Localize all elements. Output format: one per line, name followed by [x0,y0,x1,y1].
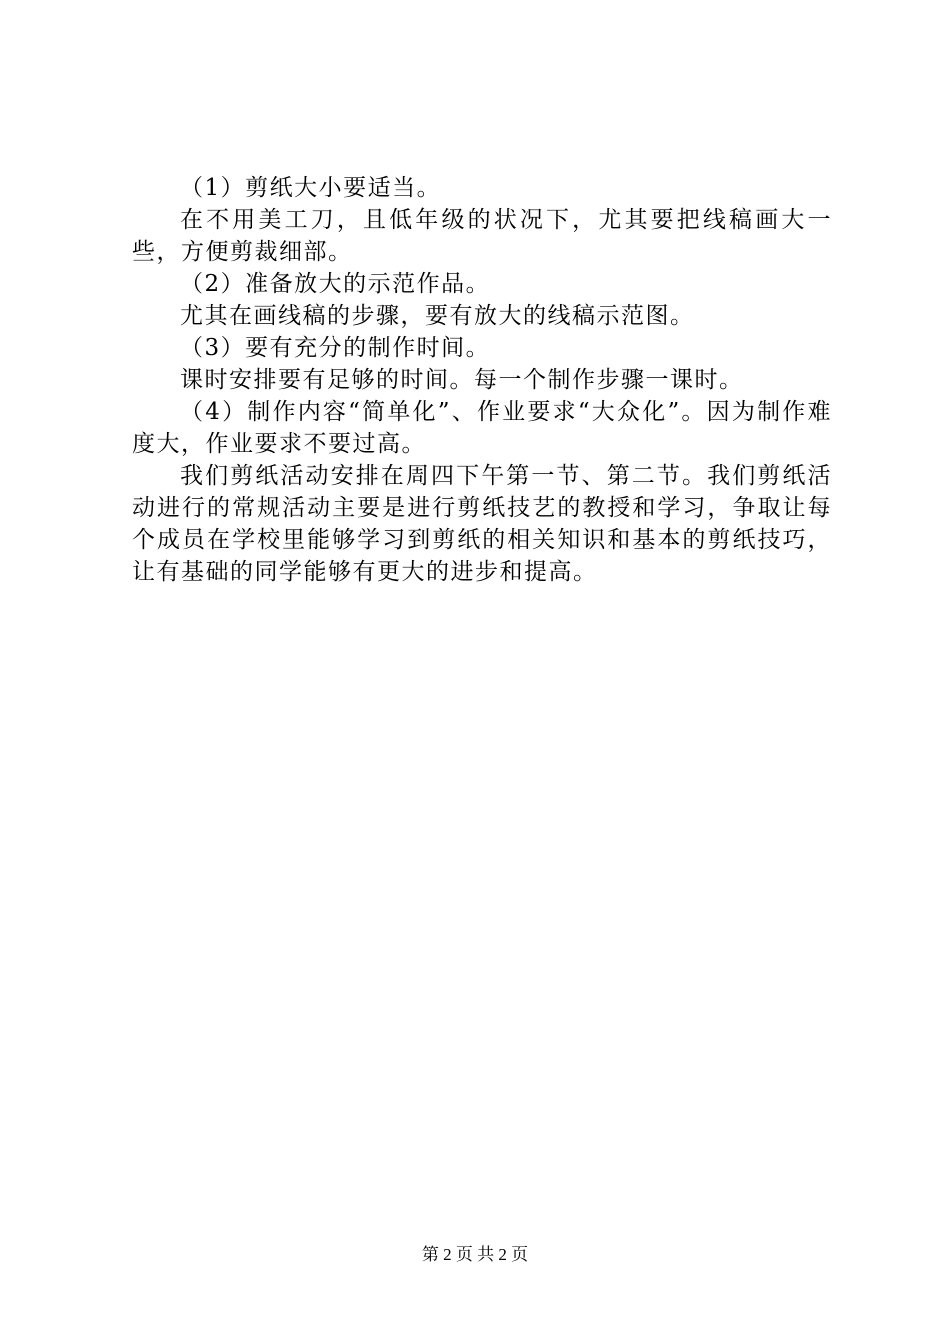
section-heading-4: （4）制作内容“简单化”、作业要求“大众化”。因为制作难度大，作业要求不要过高。 [132,399,832,457]
page-number-label: 第 2 页 共 2 页 [421,1245,529,1264]
paragraph-3: 课时安排要有足够的时间。每一个制作步骤一课时。 [180,367,744,393]
document-body [132,172,832,588]
paragraph-4: 我们剪纸活动安排在周四下午第一节、第二节。我们剪纸活动进行的常规活动主要是进行剪纸技艺的教授和学习，争取让每个成员在学校里能够学习到剪纸的相关知识和基本的剪纸技巧，让有基础的同学能够有更大的进步和提高。 [132,463,832,585]
section-heading-3: （3）要有充分的制作时间。 [180,335,491,361]
section-heading-2: （2）准备放大的示范作品。 [180,271,491,297]
paragraph-2: 尤其在画线稿的步骤，要有放大的线稿示范图。 [180,303,695,329]
paragraph-1: 在不用美工刀，且低年级的状况下，尤其要把线稿画大一些，方便剪裁细部。 [132,207,832,265]
section-heading-1: （1）剪纸大小要适当。 [180,175,442,201]
page-footer [0,1244,950,1266]
